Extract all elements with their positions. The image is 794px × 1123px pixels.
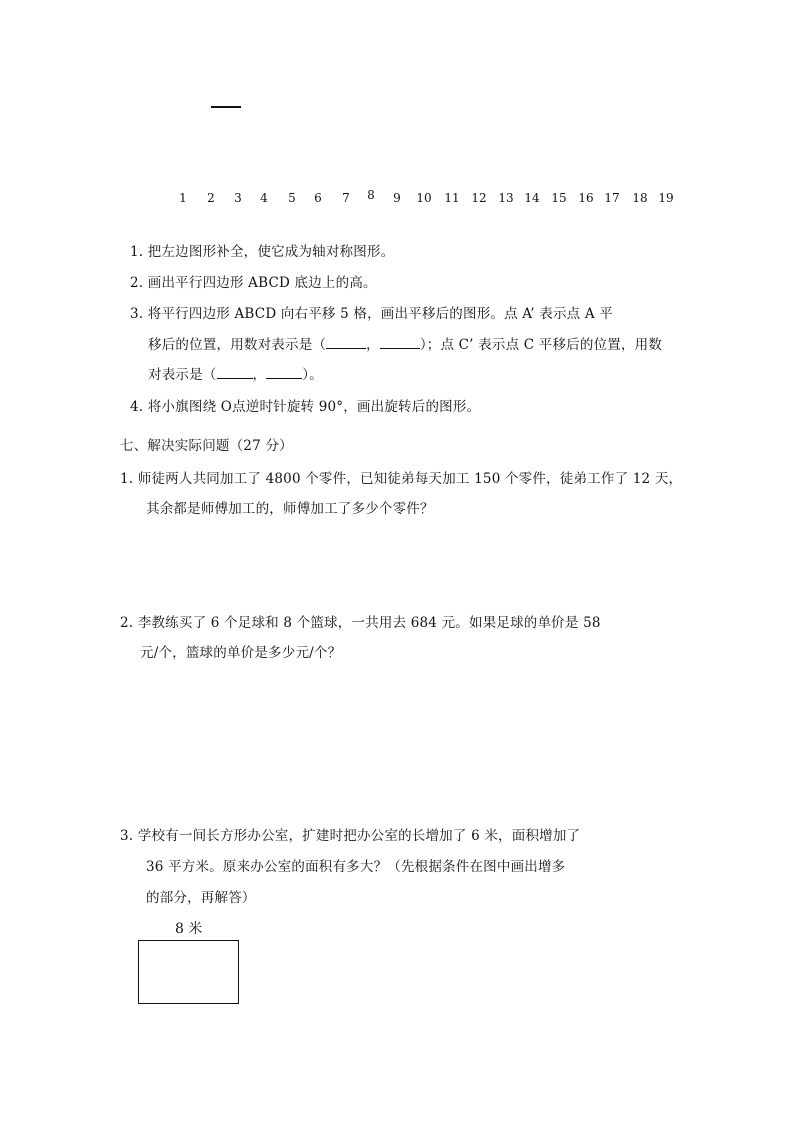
task-text: 对表示是（ (148, 367, 217, 383)
task-1 (130, 240, 394, 260)
tick-label: 2 (207, 191, 215, 205)
problem-3-line-3: 的部分，再解答） (146, 890, 256, 906)
problem-2-line-2: 元/个，篮球的单价是多少元/个？ (140, 645, 342, 661)
task-2 (130, 271, 377, 291)
separator: ， (366, 337, 380, 353)
short-line-mark (211, 106, 241, 108)
problem-1-line-2: 其余都是师傅加工的，师傅加工了多少个零件？ (146, 501, 434, 517)
problem-number: 1. (120, 471, 134, 487)
tick-label: 3 (234, 191, 242, 205)
tick-label: 8 (367, 188, 375, 202)
tick-label: 6 (314, 191, 322, 205)
tick-label: 18 (632, 191, 648, 205)
number-line-ticks (0, 188, 794, 207)
tick-label: 13 (498, 191, 514, 205)
tick-label: 11 (444, 191, 460, 205)
tick-label: 5 (288, 191, 296, 205)
separator: ， (252, 367, 267, 383)
task-text: 画出平行四边形 ABCD 底边上的高。 (147, 275, 377, 291)
tick-label: 15 (551, 191, 567, 205)
section-title: 七、解决实际问题（27 分） (120, 438, 293, 454)
figure-width-label: 8 米 (175, 921, 203, 937)
task-number: 2. (130, 275, 144, 291)
answer-blank[interactable] (326, 336, 366, 349)
problem-1-line-1 (120, 467, 682, 487)
tick-label: 19 (658, 191, 674, 205)
answer-blank[interactable] (380, 336, 420, 349)
problem-text: 李教练买了 6 个足球和 8 个篮球，一共用去 684 元。如果足球的单价是 58 (137, 615, 601, 631)
task-text: ）；点 C’ 表示点 C 平移后的位置，用数 (419, 337, 663, 353)
answer-blank[interactable] (266, 366, 302, 379)
task-number: 1. (130, 244, 144, 260)
answer-blank[interactable] (217, 366, 253, 379)
tick-label: 16 (578, 191, 594, 205)
tick-label: 9 (393, 191, 401, 205)
tick-label: 12 (471, 191, 487, 205)
task-3 (130, 302, 613, 322)
problem-3-line-1 (120, 824, 580, 844)
tick-label: 14 (524, 191, 540, 205)
tick-label: 7 (342, 191, 350, 205)
problem-number: 3. (120, 828, 134, 844)
task-3-line-3 (148, 363, 323, 383)
tick-label: 1 (179, 191, 187, 205)
task-text: 将平行四边形 ABCD 向右平移 5 格，画出平移后的图形。点 A’ 表示点 A 平 (147, 306, 613, 322)
tick-label: 10 (416, 191, 432, 205)
tick-label: 17 (604, 191, 620, 205)
task-number: 3. (130, 306, 144, 322)
task-3-line-2 (148, 333, 662, 353)
problem-3-line-2: 36 平方米。原来办公室的面积有多大？（先根据条件在图中画出增多 (146, 859, 566, 875)
task-4 (130, 395, 480, 415)
task-text: ）。 (302, 367, 323, 383)
problem-2-line-1 (120, 611, 601, 631)
task-text: 移后的位置，用数对表示是（ (148, 337, 327, 353)
tick-label: 4 (260, 191, 268, 205)
problem-text: 师徒两人共同加工了 4800 个零件，已知徒弟每天加工 150 个零件，徒弟工作了 12 天， (137, 471, 683, 487)
task-text: 把左边图形补全，使它成为轴对称图形。 (147, 244, 395, 260)
task-text: 将小旗图绕 O点逆时针旋转 90°，画出旋转后的图形。 (147, 399, 481, 415)
task-number: 4. (130, 399, 144, 415)
problem-number: 2. (120, 615, 134, 631)
office-rectangle (138, 940, 239, 1004)
problem-text: 学校有一间长方形办公室，扩建时把办公室的长增加了 6 米，面积增加了 (137, 828, 581, 844)
